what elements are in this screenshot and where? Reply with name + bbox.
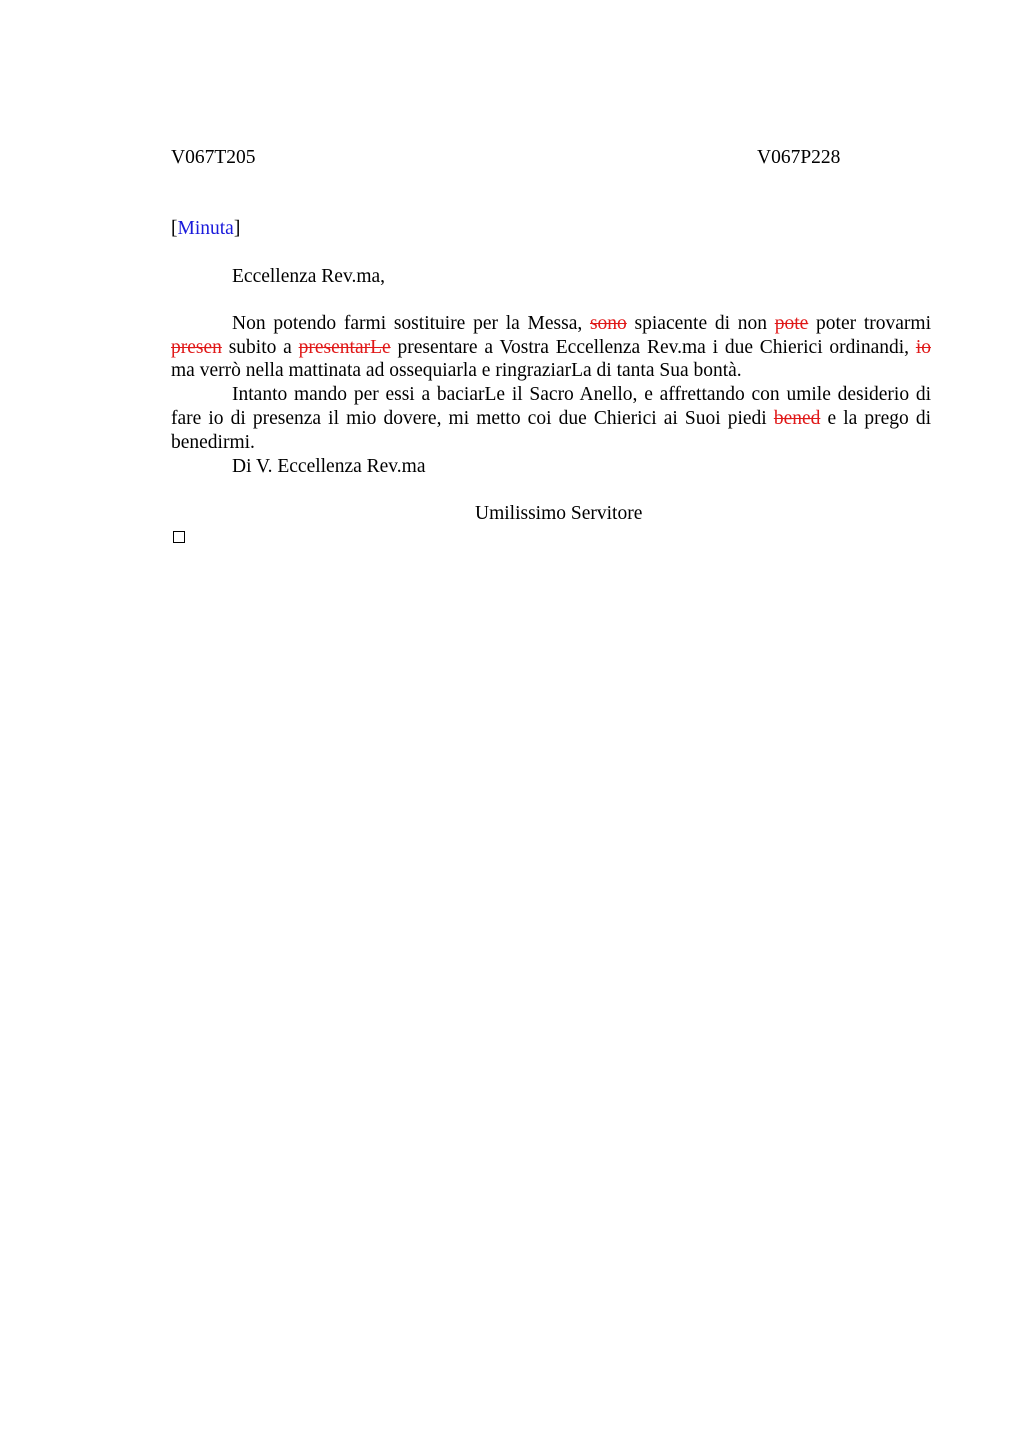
paragraph-2 [171, 383, 931, 454]
p1-text-2: spiacente di non [626, 313, 775, 334]
minuta-label [171, 217, 240, 241]
closing-line: Di V. Eccellenza Rev.ma [232, 456, 426, 477]
p1-deleted-5: io [915, 336, 931, 358]
letter-body [171, 312, 931, 454]
p2-text-2: e la prego di benedirmi. [171, 407, 932, 453]
p1-deleted-1: sono [589, 313, 627, 334]
paragraph-1 [171, 312, 931, 383]
minuta-close-bracket: ] [233, 218, 241, 239]
signature-line: Umilissimo Servitore [475, 503, 643, 524]
document-code-left: V067T205 [171, 147, 256, 168]
p2-text-1: Intanto mando per essi a baciarLe il Sacro Anello, e affrettando con umile desiderio di fare io di presenza il mio dovere, mi metto coi due Chierici ai Suoi piedi [171, 384, 931, 429]
p1-text-1: Non potendo farmi sostituire per la Messa, [232, 313, 590, 334]
minuta-tag: Minuta [177, 218, 234, 239]
document-code-right: V067P228 [757, 147, 841, 168]
p1-text-5: presentare a Vostra Eccellenza Rev.ma i due Chierici ordinandi, [390, 336, 916, 358]
p1-text-3: poter trovarmi [808, 313, 931, 334]
p1-deleted-4: presentarLe [298, 336, 391, 358]
p1-text-4: subito a [221, 336, 299, 358]
p1-deleted-2: pote [774, 313, 809, 334]
p2-deleted-1: bened [773, 407, 821, 429]
p1-text-6: ma verrò nella mattinata ad ossequiarla e ringraziarLa di tanta Sua bontà. [171, 360, 742, 382]
p1-deleted-3: presen [171, 336, 222, 358]
checkbox-icon [173, 531, 185, 543]
salutation: Eccellenza Rev.ma, [232, 266, 386, 287]
minuta-open-bracket: [ [171, 218, 178, 239]
